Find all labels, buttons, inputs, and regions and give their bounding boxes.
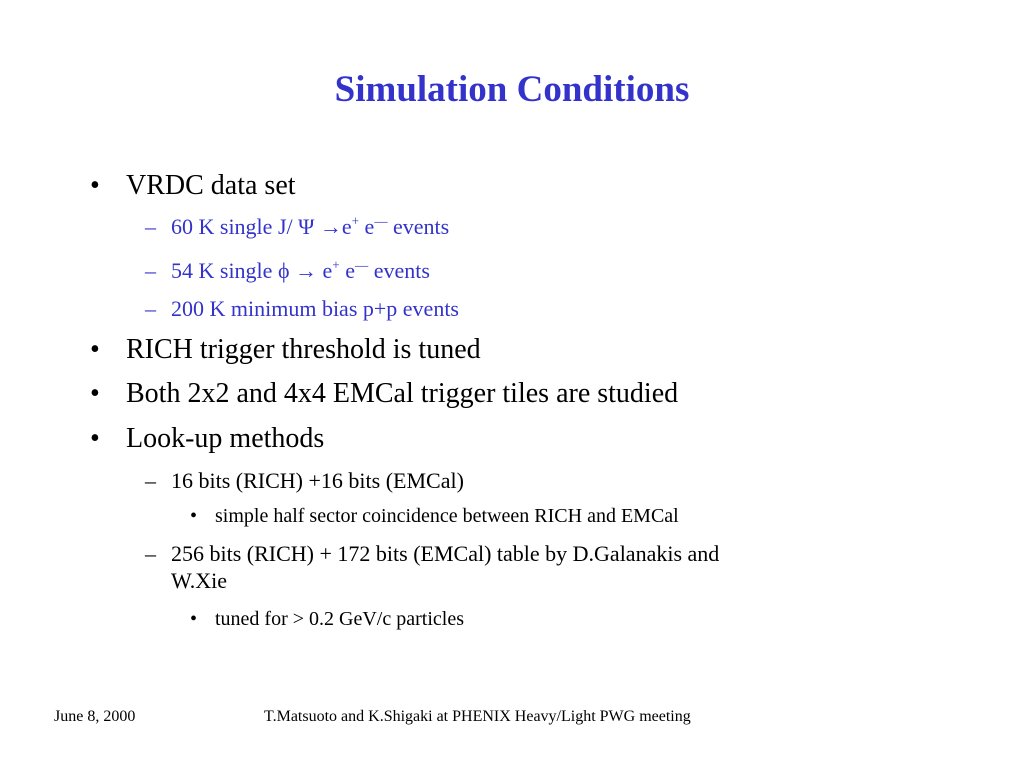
text-part: 60 K single J/ Ψ →e bbox=[171, 214, 352, 239]
dash-marker: – bbox=[145, 214, 156, 239]
dash-marker: – bbox=[145, 541, 156, 566]
bullet-list bbox=[0, 168, 1024, 648]
bullet-marker: • bbox=[190, 505, 198, 527]
superscript: — bbox=[374, 213, 388, 229]
list-item-text: RICH trigger threshold is tuned bbox=[126, 334, 481, 365]
list-item-text: 16 bits (RICH) +16 bits (EMCal) bbox=[171, 468, 464, 493]
footer-date: June 8, 2000 bbox=[54, 708, 136, 725]
text-part: 54 K single ϕ → e bbox=[171, 258, 333, 283]
superscript: + bbox=[351, 213, 360, 229]
dash-marker: – bbox=[145, 468, 156, 493]
bullet-marker: • bbox=[90, 170, 100, 201]
bullet-marker: • bbox=[90, 423, 100, 454]
bullet-marker: • bbox=[190, 608, 198, 630]
list-item-text: Look-up methods bbox=[126, 423, 325, 454]
superscript: — bbox=[355, 257, 369, 273]
list-item-text: 256 bits (RICH) + 172 bits (EMCal) table by D.Galanakis and bbox=[171, 541, 720, 566]
footer-credit: T.Matsuoto and K.Shigaki at PHENIX Heavy/Light PWG meeting bbox=[264, 708, 691, 725]
bullet-marker: • bbox=[90, 378, 100, 409]
list-item-text bbox=[171, 258, 430, 284]
list-item-text: Both 2x2 and 4x4 EMCal trigger tiles are studied bbox=[126, 378, 679, 409]
superscript: + bbox=[332, 257, 340, 273]
dash-marker: – bbox=[145, 296, 156, 321]
slide-title: Simulation Conditions bbox=[334, 69, 690, 110]
list-item-text: 200 K minimum bias p+p events bbox=[171, 296, 459, 321]
text-part: events bbox=[368, 258, 430, 283]
text-part: e bbox=[339, 258, 355, 283]
bullet-marker: • bbox=[90, 334, 100, 365]
list-item-text: simple half sector coincidence between RICH and EMCal bbox=[215, 505, 679, 527]
list-item-text: W.Xie bbox=[171, 568, 228, 593]
list-item-text: tuned for > 0.2 GeV/c particles bbox=[215, 608, 464, 630]
text-part: e bbox=[359, 214, 375, 239]
list-item-text: VRDC data set bbox=[126, 170, 296, 201]
text-part: events bbox=[387, 214, 450, 239]
list-item-text bbox=[171, 214, 449, 240]
dash-marker: – bbox=[145, 258, 156, 283]
